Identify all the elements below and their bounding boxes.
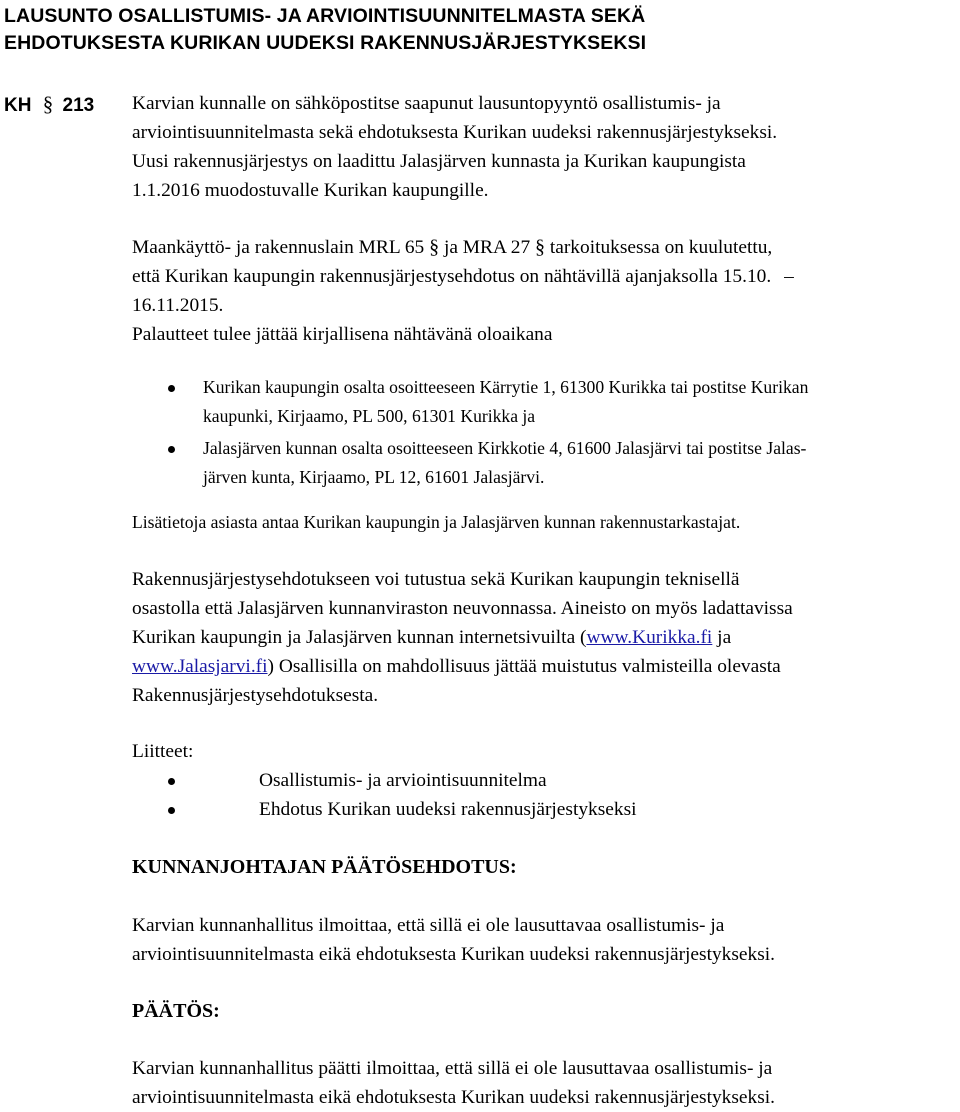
document-title: [4, 3, 954, 57]
kurikka-link[interactable]: www.Kurikka.fi: [586, 627, 713, 648]
address-line: Jalasjärven kunnan osalta osoitteeseen Kirkkotie 4, 61600 Jalasjärvi tai postitse Jalas-: [203, 438, 807, 458]
attachments-label-text: Liitteet:: [132, 741, 194, 762]
section-kh: KH: [4, 95, 32, 116]
attachment-label: Osallistumis- ja arviointisuunnitelma: [259, 770, 547, 791]
material-line-3-post: ja: [712, 627, 732, 648]
section-mark: §: [42, 92, 54, 116]
material-paragraph: [132, 565, 958, 710]
law-line-4: Palautteet tulee jättää kirjallisena nähtävänä oloaikana: [132, 324, 553, 345]
attachments-label: [132, 737, 958, 766]
section-num: 213: [62, 95, 95, 116]
decision-line: Karvian kunnanhallitus päätti ilmoittaa, että sillä ei ole lausuttavaa osallistumis- ja: [132, 1058, 773, 1079]
bullet-icon: [168, 807, 175, 814]
material-line-4-post: ) Osallisilla on mahdollisuus jättää muistutus valmisteilla olevasta: [267, 656, 781, 677]
material-line-1: Rakennusjärjestysehdotukseen voi tutustua sekä Kurikan kaupungin teknisellä: [132, 569, 740, 590]
address-line: kaupunki, Kirjaamo, PL 500, 61301 Kurikka ja: [203, 406, 536, 426]
decision-text: [132, 1054, 958, 1112]
intro-line: Karvian kunnalle on sähköpostitse saapunut lausuntopyyntö osallistumis- ja: [132, 93, 721, 114]
decision-section: [132, 997, 958, 1026]
law-text-line2: että Kurikan kaupungin rakennusjärjestysehdotus on nähtävillä ajanjaksolla 15.10.: [132, 266, 772, 287]
bullet-icon: [168, 446, 175, 453]
section-number: [4, 91, 94, 119]
material-line-4: [132, 652, 958, 681]
law-text-b: ja MRA 27: [443, 237, 531, 258]
material-line-3: [132, 623, 958, 652]
bullet-icon: [168, 778, 175, 785]
intro-line: arviointisuunnitelmasta sekä ehdotuksesta Kurikan uudeksi rakennusjärjestykseksi.: [132, 122, 778, 143]
title-line-2: EHDOTUKSESTA KURIKAN UUDEKSI RAKENNUSJÄRJESTYKSEKSI: [4, 32, 647, 54]
title-line-1: LAUSUNTO OSALLISTUMIS- JA ARVIOINTISUUNNITELMASTA SEKÄ: [4, 5, 646, 27]
intro-line: 1.1.2016 muodostuvalle Kurikan kaupungille.: [132, 180, 489, 201]
material-line-2: osastolla että Jalasjärven kunnanviraston neuvonnassa. Aineisto on myös ladattavissa: [132, 598, 793, 619]
decision-heading: PÄÄTÖS:: [132, 1000, 220, 1022]
proposal-section: [132, 853, 958, 882]
material-line-3-pre: Kurikan kaupungin ja Jalasjärven kunnan internetsivuilta (: [132, 627, 587, 648]
law-text-a: Maankäyttö- ja rakennuslain MRL 65: [132, 237, 425, 258]
bullet-icon: [168, 385, 175, 392]
section-mark-2: §: [535, 236, 545, 258]
attachment-label: Ehdotus Kurikan uudeksi rakennusjärjestykseksi: [259, 799, 637, 820]
jalasjarvi-link[interactable]: www.Jalasjarvi.fi: [132, 656, 268, 677]
material-line-5: Rakennusjärjestysehdotuksesta.: [132, 685, 379, 706]
attachment-item: [259, 795, 949, 824]
address-item-jalasjarvi: [203, 434, 959, 492]
section-mark-1: §: [429, 236, 440, 258]
info-paragraph: [132, 508, 958, 537]
intro-paragraph: [132, 89, 958, 205]
law-line-3: 16.11.2015.: [132, 295, 224, 316]
proposal-line: arviointisuunnitelmasta eikä ehdotuksesta Kurikan uudeksi rakennusjärjestykseksi.: [132, 944, 775, 965]
law-dash: –: [784, 266, 794, 287]
proposal-heading: KUNNANJOHTAJAN PÄÄTÖSEHDOTUS:: [132, 856, 517, 878]
address-item-kurikka: [203, 373, 959, 431]
info-line: Lisätietoja asiasta antaa Kurikan kaupungin ja Jalasjärven kunnan rakennustarkastajat.: [132, 512, 741, 532]
intro-line: Uusi rakennusjärjestys on laadittu Jalasjärven kunnasta ja Kurikan kaupungista: [132, 151, 746, 172]
proposal-text: [132, 911, 958, 969]
attachment-item: [259, 766, 949, 795]
address-line: järven kunta, Kirjaamo, PL 12, 61601 Jalasjärvi.: [203, 467, 545, 487]
law-line-1: [132, 233, 958, 262]
decision-line: arviointisuunnitelmasta eikä ehdotuksesta Kurikan uudeksi rakennusjärjestykseksi.: [132, 1087, 775, 1108]
law-paragraph: [132, 233, 958, 349]
proposal-line: Karvian kunnanhallitus ilmoittaa, että sillä ei ole lausuttavaa osallistumis- ja: [132, 915, 725, 936]
address-line: Kurikan kaupungin osalta osoitteeseen Kärrytie 1, 61300 Kurikka tai postitse Kurikan: [203, 377, 809, 397]
law-line-2: [132, 262, 958, 291]
law-text-c: tarkoituksessa on kuulutettu,: [549, 237, 773, 258]
